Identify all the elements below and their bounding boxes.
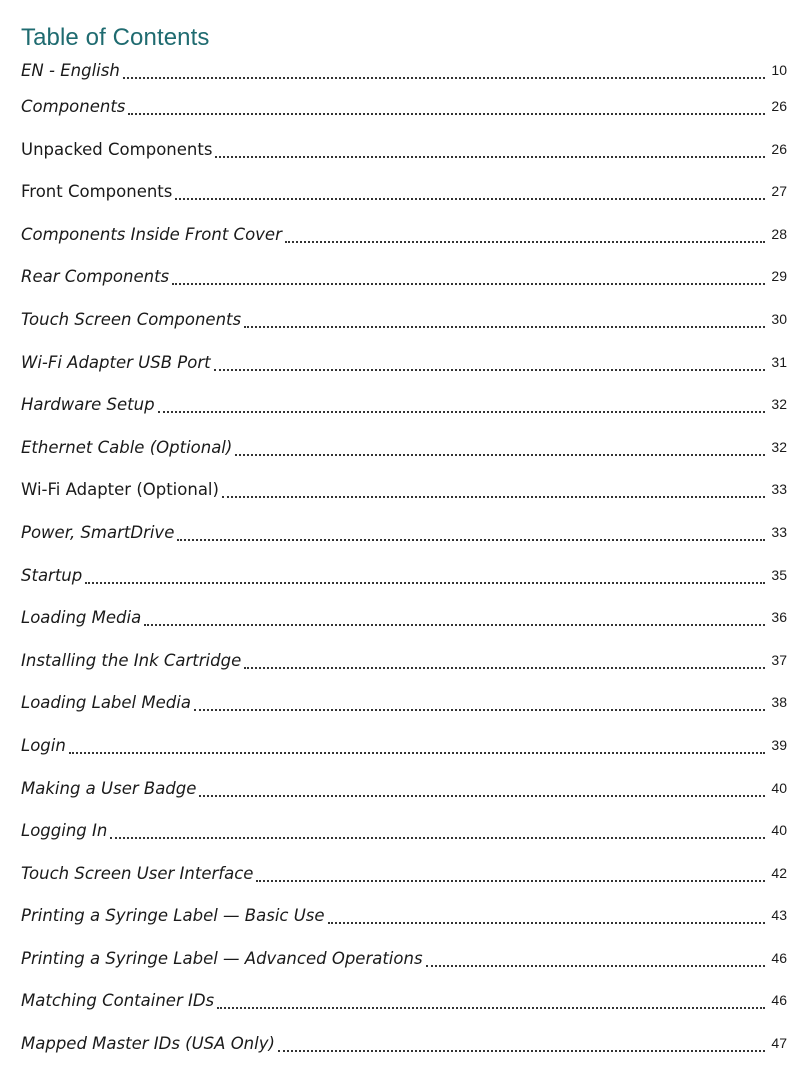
toc-entry-label: Wi-Fi Adapter USB Port [21, 352, 211, 372]
dot-leader [199, 778, 765, 797]
toc-entry[interactable] [21, 388, 787, 431]
toc-entry[interactable] [21, 814, 787, 857]
toc-entry-page-number: 39 [771, 736, 787, 753]
toc-entry[interactable] [21, 473, 787, 516]
toc-entry-label: Loading Media [21, 608, 142, 628]
toc-entry[interactable] [21, 729, 787, 772]
toc-entry[interactable] [21, 899, 787, 942]
toc-entry-page-number: 10 [771, 62, 787, 78]
toc-entry[interactable] [21, 984, 787, 1027]
toc-entry[interactable] [21, 303, 787, 346]
toc-entry-page-number: 42 [771, 864, 787, 881]
toc-entry[interactable] [21, 133, 787, 176]
dot-leader [215, 139, 765, 158]
dot-leader [175, 181, 765, 200]
toc-entry[interactable] [21, 54, 787, 90]
toc-entry-page-number: 40 [771, 779, 787, 796]
toc-entry-page-number: 46 [771, 949, 787, 966]
toc-entry-page-number: 31 [771, 353, 787, 370]
toc-entry-label: Making a User Badge [21, 778, 197, 798]
toc-entry-label: Startup [21, 565, 83, 585]
toc-entry-label: Touch Screen User Interface [21, 863, 254, 883]
toc-list [21, 54, 787, 1070]
toc-entry-label: Installing the Ink Cartridge [21, 650, 242, 670]
toc-entry[interactable] [21, 559, 787, 602]
dot-leader [158, 394, 765, 413]
toc-entry-page-number: 27 [771, 183, 787, 200]
toc-entry-page-number: 29 [771, 268, 787, 285]
dot-leader [256, 863, 765, 882]
toc-entry-label: Logging In [21, 821, 108, 841]
dot-leader [328, 905, 765, 924]
toc-entry-page-number: 32 [771, 438, 787, 455]
toc-entry-label: Printing a Syringe Label — Advanced Operations [21, 948, 423, 968]
dot-leader [144, 607, 765, 626]
toc-entry-page-number: 26 [771, 140, 787, 157]
toc-entry[interactable] [21, 218, 787, 261]
toc-entry-label: Components [21, 97, 126, 116]
toc-entry[interactable] [21, 686, 787, 729]
toc-entry-page-number: 33 [771, 481, 787, 498]
toc-entry[interactable] [21, 942, 787, 985]
toc-entry[interactable] [21, 431, 787, 474]
dot-leader [69, 735, 765, 754]
dot-leader [235, 437, 765, 456]
toc-entry-page-number: 46 [771, 992, 787, 1009]
toc-entry-page-number: 36 [771, 609, 787, 626]
toc-entry[interactable] [21, 90, 787, 133]
toc-entry-label: Touch Screen Components [21, 309, 242, 329]
toc-entry-label: Components Inside Front Cover [21, 224, 282, 244]
dot-leader [278, 1033, 765, 1052]
toc-entry[interactable] [21, 772, 787, 815]
toc-entry-label: Matching Container IDs [21, 991, 215, 1011]
toc-entry-page-number: 37 [771, 651, 787, 668]
toc-entry[interactable] [21, 516, 787, 559]
dot-leader [244, 650, 765, 669]
toc-entry-label: Mapped Master IDs (USA Only) [21, 1034, 275, 1054]
dot-leader [177, 522, 765, 541]
toc-entry-label: Login [21, 735, 66, 755]
toc-entry-page-number: 32 [771, 396, 787, 413]
toc-entry[interactable] [21, 644, 787, 687]
toc-entry-page-number: 40 [771, 822, 787, 839]
toc-entry[interactable] [21, 601, 787, 644]
toc-entry-label: Printing a Syringe Label — Basic Use [21, 906, 325, 926]
dot-leader [285, 224, 765, 243]
toc-entry-page-number: 43 [771, 907, 787, 924]
dot-leader [426, 948, 765, 967]
toc-entry-page-number: 30 [771, 310, 787, 327]
dot-leader [128, 96, 765, 115]
dot-leader [214, 352, 765, 371]
dot-leader [85, 565, 765, 584]
toc-entry-page-number: 47 [771, 1035, 787, 1052]
toc-entry[interactable] [21, 260, 787, 303]
toc-entry-label: Wi-Fi Adapter (Optional) [21, 480, 219, 500]
dot-leader [123, 60, 765, 79]
dot-leader [110, 820, 765, 839]
toc-title: Table of Contents [21, 24, 210, 51]
dot-leader [244, 309, 765, 328]
dot-leader [222, 479, 765, 498]
dot-leader [194, 692, 765, 711]
toc-entry-label: Unpacked Components [21, 139, 213, 159]
toc-entry-label: Power, SmartDrive [21, 522, 175, 542]
toc-entry[interactable] [21, 1027, 787, 1070]
toc-entry-page-number: 38 [771, 694, 787, 711]
toc-entry-page-number: 35 [771, 566, 787, 583]
toc-entry-page-number: 33 [771, 523, 787, 540]
toc-entry-label: EN - English [21, 61, 120, 80]
toc-entry-page-number: 26 [771, 98, 787, 114]
toc-entry-label: Loading Label Media [21, 693, 191, 713]
dot-leader [172, 266, 765, 285]
toc-entry-label: Front Components [21, 182, 173, 202]
toc-entry-label: Hardware Setup [21, 395, 155, 415]
toc-entry[interactable] [21, 346, 787, 389]
toc-entry[interactable] [21, 175, 787, 218]
toc-entry-page-number: 28 [771, 225, 787, 242]
toc-entry-label: Rear Components [21, 267, 170, 287]
toc-entry-label: Ethernet Cable (Optional) [21, 437, 233, 457]
toc-entry[interactable] [21, 857, 787, 900]
dot-leader [217, 990, 765, 1009]
